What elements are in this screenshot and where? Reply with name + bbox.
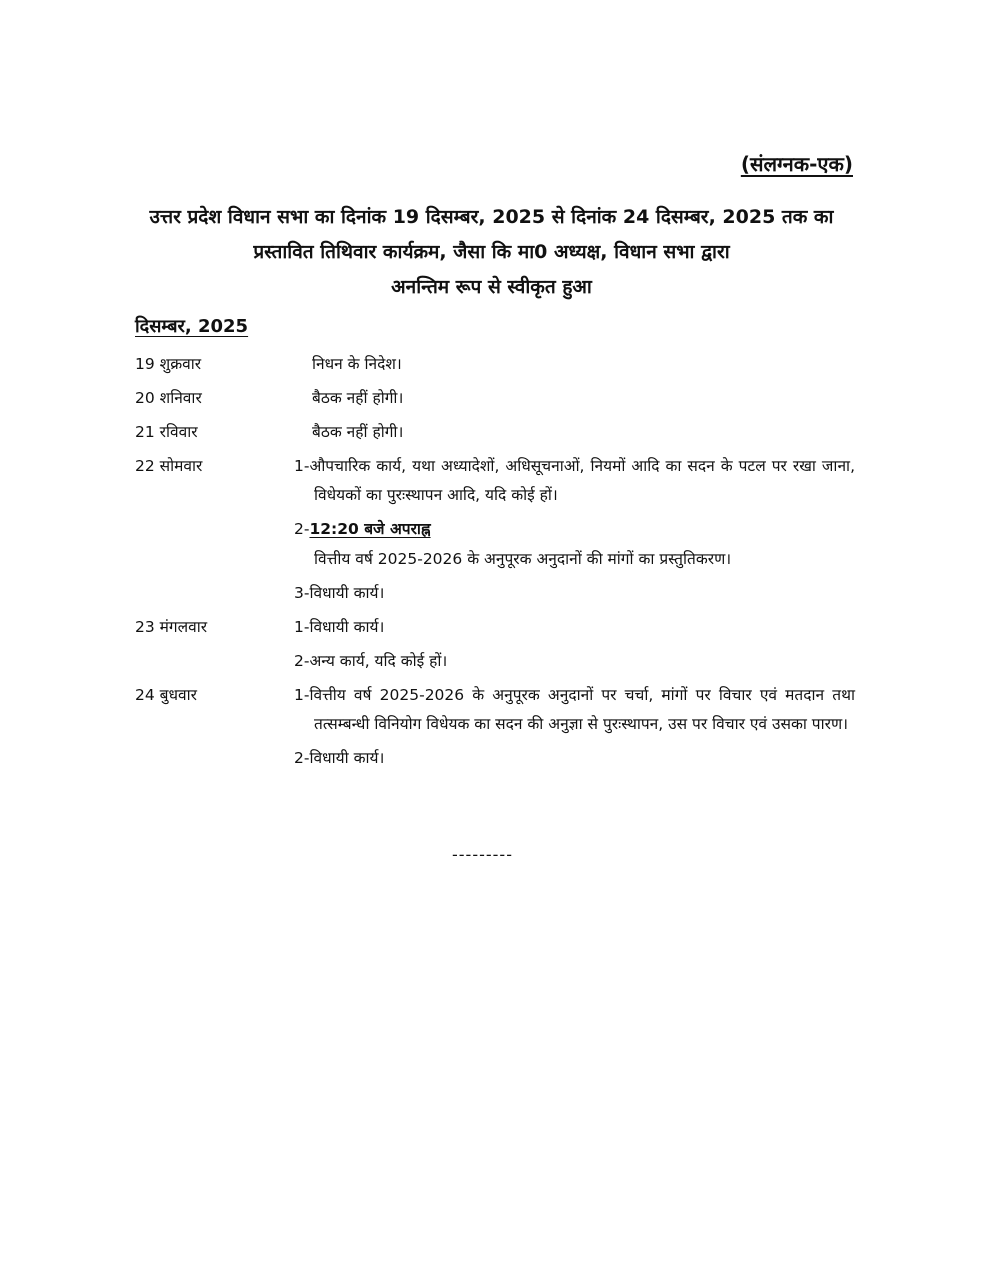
heading-line-2: प्रस्तावित तिथिवार कार्यक्रम, जैसा कि मा0 अध्यक्ष, विधान सभा द्वारा [253,241,730,263]
time-label: 12:20 बजे अपराह्न [309,520,431,538]
heading-line-3: अनन्तिम रूप से स्वीकृत हुआ [391,276,592,298]
day-label: 20 शनिवार [135,389,202,407]
day-label: 21 रविवार [135,423,198,441]
schedule-day-20 [135,384,855,413]
day-label: 19 शुक्रवार [135,355,202,373]
schedule-day-19 [135,350,855,379]
document-heading [120,200,863,305]
schedule-item: बैठक नहीं होगी। [312,423,404,441]
schedule-item-time [294,515,855,544]
schedule-day-21 [135,418,855,447]
schedule-day-22 [135,452,855,608]
month-label: दिसम्बर, 2025 [135,316,249,337]
schedule-item: 3-विधायी कार्य। [294,584,385,602]
schedule-item-detail: वित्तीय वर्ष 2025-2026 के अनुपूरक अनुदानों की मांगों का प्रस्तुतिकरण। [314,550,732,568]
day-label: 23 मंगलवार [135,618,208,636]
day-label: 22 सोमवार [135,457,203,475]
day-label: 24 बुधवार [135,686,198,704]
heading-line-1: उत्तर प्रदेश विधान सभा का दिनांक 19 दिसम्बर, 2025 से दिनांक 24 दिसम्बर, 2025 तक का [149,206,834,228]
schedule-item: 2-विधायी कार्य। [294,749,385,767]
schedule-item: 2-अन्य कार्य, यदि कोई हों। [294,652,448,670]
annex-label: (संलग्नक-एक) [740,152,853,176]
schedule-item: निधन के निदेश। [312,355,402,373]
schedule-day-24 [135,681,855,773]
schedule-item: 1-वित्तीय वर्ष 2025-2026 के अनुपूरक अनुदानों पर चर्चा, मांगों पर विचार एवं मतदान तथा तत्सम्बन्धी विनियोग विधेयक का सदन की अनुज्ञा से पुरःस्थापन, उस पर विचार एवं उसका पारण। [294,686,855,733]
schedule-item: बैठक नहीं होगी। [312,389,404,407]
schedule-day-23 [135,613,855,676]
schedule-item: 1-औपचारिक कार्य, यथा अध्यादेशों, अधिसूचनाओं, नियमों आदि का सदन के पटल पर रखा जाना, विधेयकों का पुरःस्थापन आदि, यदि कोई हों। [294,457,855,504]
footer-divider: --------- [452,845,513,864]
schedule-item: 1-विधायी कार्य। [294,618,385,636]
item-number: 2- [294,520,310,538]
schedule-list [135,350,855,778]
